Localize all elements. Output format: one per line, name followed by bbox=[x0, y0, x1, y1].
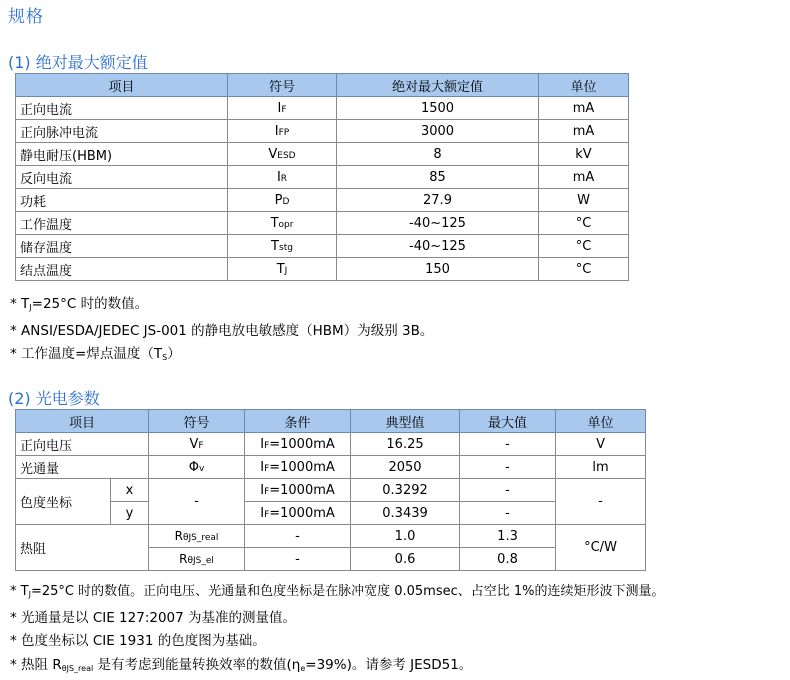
row-max: 1.3 bbox=[460, 525, 556, 548]
table-row bbox=[16, 502, 646, 525]
cond-main: I bbox=[260, 483, 264, 498]
header-item: 项目 bbox=[16, 410, 149, 433]
row-condition bbox=[245, 456, 351, 479]
row-condition bbox=[245, 479, 351, 502]
note-text: =39%)。请参考 JESD51。 bbox=[305, 657, 472, 673]
note-text: =25°C 时的数值。正向电压、光通量和色度坐标是在脉冲宽度 0.05msec、占空比 1%的连续矩形波下测量。 bbox=[31, 584, 665, 599]
electro-optical-table bbox=[15, 409, 646, 571]
row-unit: mA bbox=[539, 166, 629, 189]
table-row bbox=[16, 166, 629, 189]
row-item: 热阻 bbox=[16, 525, 149, 571]
row-unit: mA bbox=[539, 97, 629, 120]
table-row bbox=[16, 212, 629, 235]
note-text: * 色度坐标以 CIE 1931 的色度图为基础。 bbox=[10, 633, 266, 649]
symbol-main: V bbox=[189, 437, 198, 452]
row-symbol bbox=[228, 166, 337, 189]
symbol-sub: R bbox=[281, 174, 287, 184]
row-condition: - bbox=[245, 525, 351, 548]
note bbox=[10, 320, 433, 344]
note-text: * 工作温度=焊点温度（T bbox=[10, 346, 162, 362]
row-unit: °C bbox=[539, 258, 629, 281]
symbol-sub: opr bbox=[279, 220, 294, 230]
notes-absolute-max bbox=[10, 293, 433, 370]
symbol-main: I bbox=[277, 170, 281, 185]
note bbox=[10, 293, 433, 320]
symbol-sub: J bbox=[285, 266, 288, 276]
row-item: 正向脉冲电流 bbox=[16, 120, 228, 143]
row-symbol bbox=[228, 97, 337, 120]
row-unit: mA bbox=[539, 120, 629, 143]
symbol-main: P bbox=[275, 193, 283, 208]
row-value: 1500 bbox=[337, 97, 539, 120]
row-item: 工作温度 bbox=[16, 212, 228, 235]
table-row bbox=[16, 235, 629, 258]
row-unit: °C bbox=[539, 212, 629, 235]
table-row bbox=[16, 97, 629, 120]
cond-main: I bbox=[260, 460, 264, 475]
row-unit: - bbox=[556, 479, 646, 525]
cond-sub: F bbox=[264, 510, 269, 520]
symbol-main: R bbox=[175, 529, 183, 543]
symbol-sub: D bbox=[282, 197, 289, 207]
table-header-row bbox=[16, 410, 646, 433]
row-item: 反向电流 bbox=[16, 166, 228, 189]
note-text: 是有考虑到能量转换效率的数值(η bbox=[93, 657, 300, 673]
note bbox=[10, 607, 665, 631]
header-max: 最大值 bbox=[460, 410, 556, 433]
cond-post: =1000mA bbox=[269, 437, 335, 452]
row-item: 静电耐压(HBM) bbox=[16, 143, 228, 166]
row-value: -40~125 bbox=[337, 212, 539, 235]
table-header-row bbox=[16, 74, 629, 97]
row-unit: W bbox=[539, 189, 629, 212]
row-symbol bbox=[228, 235, 337, 258]
row-max: - bbox=[460, 433, 556, 456]
row-symbol: - bbox=[149, 479, 245, 525]
symbol-sub: FP bbox=[279, 128, 290, 138]
symbol-main: V bbox=[268, 147, 277, 162]
row-unit: lm bbox=[556, 456, 646, 479]
symbol-main: Φ bbox=[189, 460, 199, 475]
symbol-sub: θJS_el bbox=[187, 556, 213, 566]
row-symbol bbox=[149, 433, 245, 456]
row-typical: 0.3439 bbox=[351, 502, 460, 525]
row-max: - bbox=[460, 456, 556, 479]
chroma-y-label: y bbox=[111, 502, 149, 525]
note-text: * ANSI/ESDA/JEDEC JS-001 的静电放电敏感度（HBM）为级别 3B。 bbox=[10, 323, 433, 339]
note-text: * T bbox=[10, 296, 29, 312]
header-unit: 单位 bbox=[539, 74, 629, 97]
row-value: 27.9 bbox=[337, 189, 539, 212]
symbol-main: I bbox=[277, 101, 281, 116]
note-text: * 热阻 R bbox=[10, 657, 62, 673]
symbol-main: R bbox=[179, 552, 187, 566]
row-symbol bbox=[228, 189, 337, 212]
row-typical: 16.25 bbox=[351, 433, 460, 456]
row-max: - bbox=[460, 502, 556, 525]
cond-main: I bbox=[260, 437, 264, 452]
notes-electro-optical bbox=[10, 580, 665, 680]
row-item: 正向电流 bbox=[16, 97, 228, 120]
row-symbol bbox=[228, 212, 337, 235]
note bbox=[10, 630, 665, 654]
row-unit: kV bbox=[539, 143, 629, 166]
cond-main: I bbox=[260, 506, 264, 521]
row-condition bbox=[245, 502, 351, 525]
row-item: 光通量 bbox=[16, 456, 149, 479]
header-item: 项目 bbox=[16, 74, 228, 97]
row-condition bbox=[245, 433, 351, 456]
note-sub: J bbox=[29, 590, 31, 599]
row-typical: 2050 bbox=[351, 456, 460, 479]
row-item: 功耗 bbox=[16, 189, 228, 212]
note-sub: θJS_real bbox=[62, 664, 94, 673]
note bbox=[10, 343, 433, 370]
row-value: -40~125 bbox=[337, 235, 539, 258]
table-row bbox=[16, 189, 629, 212]
row-unit: V bbox=[556, 433, 646, 456]
symbol-main: T bbox=[271, 216, 279, 231]
table-row bbox=[16, 456, 646, 479]
table-row bbox=[16, 525, 646, 548]
page-title: 规格 bbox=[8, 2, 44, 27]
symbol-sub: F bbox=[281, 105, 286, 115]
table-row bbox=[16, 479, 646, 502]
row-symbol bbox=[149, 456, 245, 479]
row-symbol bbox=[149, 548, 245, 571]
table-row bbox=[16, 433, 646, 456]
row-value: 150 bbox=[337, 258, 539, 281]
row-symbol bbox=[149, 525, 245, 548]
row-item: 正向电压 bbox=[16, 433, 149, 456]
cond-sub: F bbox=[264, 487, 269, 497]
table-row bbox=[16, 258, 629, 281]
row-value: 85 bbox=[337, 166, 539, 189]
chroma-x-label: x bbox=[111, 479, 149, 502]
absolute-max-table bbox=[15, 73, 629, 281]
cond-post: =1000mA bbox=[269, 506, 335, 521]
row-item: 储存温度 bbox=[16, 235, 228, 258]
row-symbol bbox=[228, 143, 337, 166]
row-symbol bbox=[228, 120, 337, 143]
header-value: 绝对最大额定值 bbox=[337, 74, 539, 97]
symbol-sub: v bbox=[199, 464, 204, 474]
row-typical: 0.3292 bbox=[351, 479, 460, 502]
row-unit: °C bbox=[539, 235, 629, 258]
cond-post: =1000mA bbox=[269, 483, 335, 498]
table-row bbox=[16, 143, 629, 166]
note-sub: S bbox=[162, 353, 167, 362]
header-typical: 典型值 bbox=[351, 410, 460, 433]
symbol-sub: θJS_real bbox=[183, 533, 218, 543]
row-unit: °C/W bbox=[556, 525, 646, 571]
header-symbol: 符号 bbox=[228, 74, 337, 97]
row-value: 8 bbox=[337, 143, 539, 166]
section-title-absolute-max: (1) 绝对最大额定值 bbox=[8, 50, 148, 73]
header-unit: 单位 bbox=[556, 410, 646, 433]
note-text: ） bbox=[167, 346, 181, 362]
symbol-sub: stg bbox=[279, 243, 293, 253]
row-item: 色度坐标 bbox=[16, 479, 111, 525]
note-text: * 光通量是以 CIE 127:2007 为基准的测量值。 bbox=[10, 610, 296, 626]
row-typical: 0.6 bbox=[351, 548, 460, 571]
cond-sub: F bbox=[264, 464, 269, 474]
note bbox=[10, 580, 665, 607]
cond-sub: F bbox=[264, 441, 269, 451]
row-item: 结点温度 bbox=[16, 258, 228, 281]
row-value: 3000 bbox=[337, 120, 539, 143]
table-row bbox=[16, 120, 629, 143]
header-condition: 条件 bbox=[245, 410, 351, 433]
note-text: * T bbox=[10, 584, 29, 599]
row-max: - bbox=[460, 479, 556, 502]
symbol-main: I bbox=[275, 124, 279, 139]
symbol-sub: ESD bbox=[277, 151, 295, 161]
row-condition: - bbox=[245, 548, 351, 571]
symbol-main: T bbox=[271, 239, 279, 254]
note-sub: J bbox=[29, 303, 31, 312]
symbol-main: T bbox=[277, 262, 285, 277]
note-text: =25°C 时的数值。 bbox=[32, 296, 148, 312]
row-typical: 1.0 bbox=[351, 525, 460, 548]
section-title-electro-optical: (2) 光电参数 bbox=[8, 386, 100, 409]
note-sub: e bbox=[300, 664, 305, 673]
note bbox=[10, 654, 665, 680]
row-max: 0.8 bbox=[460, 548, 556, 571]
symbol-sub: F bbox=[198, 441, 203, 451]
row-symbol bbox=[228, 258, 337, 281]
cond-post: =1000mA bbox=[269, 460, 335, 475]
header-symbol: 符号 bbox=[149, 410, 245, 433]
